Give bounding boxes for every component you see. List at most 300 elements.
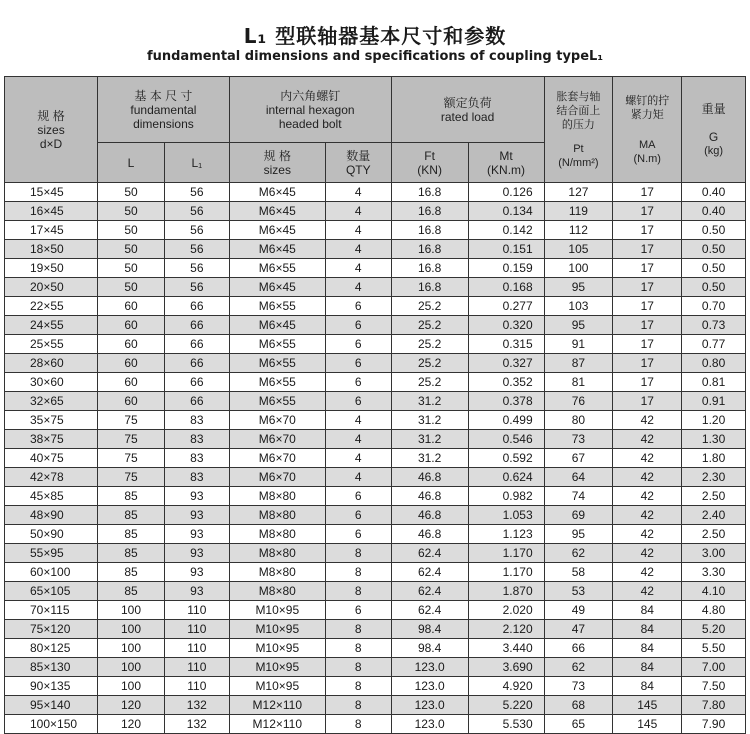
cell-weight: 7.90 [682,715,746,734]
cell-ma: 17 [613,373,682,392]
cell-size: 50×90 [5,525,98,544]
cell-size: 60×100 [5,563,98,582]
cell-qty: 8 [325,677,391,696]
cell-l1: 132 [164,715,229,734]
header-size [5,77,98,183]
cell-ma: 42 [613,468,682,487]
cell-weight: 0.70 [682,297,746,316]
header-rated-load [391,77,544,143]
cell-bolt-size: M8×80 [229,525,325,544]
header-bolt-en1: internal hexagon [265,102,355,117]
cell-bolt-size: M6×55 [229,373,325,392]
cell-ma: 84 [613,639,682,658]
header-basic-dimensions [98,77,230,143]
cell-pt: 74 [544,487,613,506]
cell-bolt-size: M6×55 [229,335,325,354]
table-row [5,582,746,601]
cell-bolt-size: M6×45 [229,240,325,259]
cell-bolt-size: M6×45 [229,278,325,297]
table-row [5,411,746,430]
cell-l: 75 [98,449,165,468]
cell-bolt-size: M6×45 [229,221,325,240]
cell-weight: 2.50 [682,525,746,544]
cell-ma: 42 [613,525,682,544]
cell-l1: 93 [164,525,229,544]
cell-qty: 4 [325,468,391,487]
cell-mt: 0.624 [468,468,544,487]
page-subtitle: fundamental dimensions and specifications of coupling typeL₁ [146,49,604,64]
cell-mt: 0.315 [468,335,544,354]
cell-l: 85 [98,487,165,506]
cell-ma: 17 [613,297,682,316]
table-row [5,506,746,525]
cell-size: 70×115 [5,601,98,620]
cell-ft: 31.2 [391,392,468,411]
cell-pt: 64 [544,468,613,487]
cell-l1: 56 [164,278,229,297]
cell-bolt-size: M6×45 [229,316,325,335]
cell-ma: 84 [613,620,682,639]
cell-mt: 3.440 [468,639,544,658]
cell-l: 85 [98,506,165,525]
cell-weight: 7.50 [682,677,746,696]
table-row [5,297,746,316]
cell-l: 50 [98,183,165,202]
cell-l1: 132 [164,696,229,715]
cell-bolt-size: M6×70 [229,411,325,430]
cell-l: 50 [98,202,165,221]
cell-size: 55×95 [5,544,98,563]
cell-weight: 0.50 [682,278,746,297]
cell-qty: 6 [325,601,391,620]
cell-ma: 84 [613,677,682,696]
coupling-spec-table [4,76,746,734]
header-size-en: sizes [37,122,65,137]
cell-qty: 6 [325,373,391,392]
header-basic-cn: 基 本 尺 寸 [134,88,193,103]
table-body [5,183,746,734]
cell-weight: 4.80 [682,601,746,620]
cell-ft: 123.0 [391,696,468,715]
cell-qty: 4 [325,183,391,202]
cell-pt: 73 [544,677,613,696]
cell-mt: 1.123 [468,525,544,544]
header-weight-unit: (kg) [704,144,724,157]
cell-qty: 4 [325,259,391,278]
cell-qty: 6 [325,487,391,506]
header-size-dxd: d×D [39,136,63,151]
cell-weight: 0.81 [682,373,746,392]
cell-l1: 83 [164,468,229,487]
table-row [5,696,746,715]
cell-size: 38×75 [5,430,98,449]
cell-pt: 62 [544,658,613,677]
table-row [5,183,746,202]
cell-ft: 25.2 [391,297,468,316]
cell-bolt-size: M10×95 [229,677,325,696]
cell-mt: 2.020 [468,601,544,620]
header-mt [468,143,544,183]
cell-l1: 66 [164,335,229,354]
cell-ma: 42 [613,411,682,430]
cell-qty: 8 [325,715,391,734]
cell-ft: 46.8 [391,468,468,487]
cell-qty: 8 [325,639,391,658]
cell-qty: 8 [325,620,391,639]
cell-ft: 62.4 [391,601,468,620]
header-pt-cn1: 胀套与轴 [556,90,601,103]
cell-bolt-size: M12×110 [229,696,325,715]
cell-l: 60 [98,392,165,411]
cell-pt: 87 [544,354,613,373]
cell-bolt-size: M8×80 [229,563,325,582]
cell-pt: 112 [544,221,613,240]
cell-mt: 3.690 [468,658,544,677]
cell-size: 28×60 [5,354,98,373]
cell-size: 90×135 [5,677,98,696]
header-bolt-cn: 内六角螺钉 [280,88,341,103]
cell-l1: 110 [164,677,229,696]
cell-ma: 17 [613,259,682,278]
cell-pt: 105 [544,240,613,259]
table-row [5,354,746,373]
cell-ft: 16.8 [391,183,468,202]
table-row [5,658,746,677]
cell-weight: 5.50 [682,639,746,658]
table-row [5,715,746,734]
cell-l1: 93 [164,506,229,525]
cell-mt: 0.378 [468,392,544,411]
table-row [5,392,746,411]
cell-mt: 0.134 [468,202,544,221]
cell-ma: 17 [613,354,682,373]
cell-l1: 93 [164,563,229,582]
cell-pt: 80 [544,411,613,430]
cell-weight: 0.50 [682,259,746,278]
cell-ft: 25.2 [391,335,468,354]
cell-pt: 68 [544,696,613,715]
header-size-cn: 规 格 [37,108,65,123]
cell-l: 75 [98,468,165,487]
cell-l1: 56 [164,202,229,221]
cell-l: 60 [98,316,165,335]
cell-l1: 66 [164,297,229,316]
cell-ma: 42 [613,563,682,582]
header-ma: MA [638,138,656,151]
cell-pt: 67 [544,449,613,468]
cell-ft: 16.8 [391,221,468,240]
header-qty-en: QTY [345,162,371,177]
cell-weight: 7.00 [682,658,746,677]
cell-pt: 119 [544,202,613,221]
cell-pt: 49 [544,601,613,620]
cell-l1: 56 [164,240,229,259]
cell-size: 25×55 [5,335,98,354]
cell-size: 32×65 [5,392,98,411]
header-pt: Pt [573,142,584,155]
cell-size: 65×105 [5,582,98,601]
table-row [5,468,746,487]
cell-size: 80×125 [5,639,98,658]
cell-weight: 0.77 [682,335,746,354]
cell-ma: 17 [613,221,682,240]
header-bolt-size-en: sizes [263,162,291,177]
cell-ft: 31.2 [391,411,468,430]
cell-l: 100 [98,677,165,696]
cell-mt: 0.277 [468,297,544,316]
header-bolt-size [229,143,325,183]
cell-ft: 25.2 [391,354,468,373]
header-ma-unit: (N.m) [633,152,661,165]
cell-l: 60 [98,373,165,392]
header-pt-cn3: 的压力 [561,118,595,131]
cell-mt: 4.920 [468,677,544,696]
cell-weight: 1.80 [682,449,746,468]
cell-qty: 4 [325,430,391,449]
cell-ma: 145 [613,715,682,734]
table-row [5,601,746,620]
cell-mt: 1.170 [468,563,544,582]
table-row [5,202,746,221]
cell-ma: 17 [613,240,682,259]
cell-l1: 56 [164,259,229,278]
cell-mt: 0.499 [468,411,544,430]
cell-size: 45×85 [5,487,98,506]
cell-pt: 53 [544,582,613,601]
cell-qty: 4 [325,278,391,297]
cell-size: 85×130 [5,658,98,677]
cell-bolt-size: M10×95 [229,639,325,658]
table-row [5,240,746,259]
table-row [5,563,746,582]
cell-ft: 62.4 [391,544,468,563]
header-l1: L₁ [164,143,229,183]
cell-pt: 47 [544,620,613,639]
cell-l: 100 [98,620,165,639]
table-row [5,221,746,240]
cell-bolt-size: M6×70 [229,430,325,449]
table-row [5,316,746,335]
cell-l1: 83 [164,430,229,449]
cell-mt: 5.530 [468,715,544,734]
cell-ma: 17 [613,278,682,297]
table-row [5,373,746,392]
header-l: L [98,143,165,183]
header-basic-en1: fundamental [130,102,197,117]
cell-weight: 2.30 [682,468,746,487]
header-mt-unit: (KN.m) [487,162,526,177]
header-load-cn: 额定负荷 [443,95,492,110]
table-row [5,544,746,563]
cell-l: 100 [98,658,165,677]
cell-l: 100 [98,601,165,620]
cell-weight: 0.40 [682,202,746,221]
cell-pt: 95 [544,316,613,335]
cell-ma: 17 [613,335,682,354]
cell-size: 15×45 [5,183,98,202]
cell-pt: 76 [544,392,613,411]
cell-bolt-size: M10×95 [229,620,325,639]
cell-size: 16×45 [5,202,98,221]
cell-weight: 3.00 [682,544,746,563]
cell-qty: 4 [325,411,391,430]
cell-bolt-size: M6×70 [229,468,325,487]
cell-mt: 1.870 [468,582,544,601]
cell-mt: 1.053 [468,506,544,525]
cell-pt: 62 [544,544,613,563]
cell-l: 50 [98,240,165,259]
cell-l: 85 [98,563,165,582]
cell-l1: 93 [164,544,229,563]
header-ft-label: Ft [424,148,435,163]
table-row [5,430,746,449]
cell-ft: 46.8 [391,506,468,525]
cell-ft: 25.2 [391,373,468,392]
cell-l: 50 [98,221,165,240]
cell-l: 120 [98,696,165,715]
cell-qty: 6 [325,354,391,373]
cell-mt: 5.220 [468,696,544,715]
header-pt-unit: (N/mm²) [558,156,599,169]
cell-ft: 16.8 [391,259,468,278]
cell-l1: 83 [164,449,229,468]
cell-size: 18×50 [5,240,98,259]
cell-l1: 110 [164,620,229,639]
cell-l: 60 [98,354,165,373]
cell-weight: 5.20 [682,620,746,639]
cell-l1: 56 [164,221,229,240]
cell-qty: 8 [325,563,391,582]
cell-weight: 7.80 [682,696,746,715]
cell-pt: 58 [544,563,613,582]
cell-bolt-size: M6×45 [229,183,325,202]
cell-l: 75 [98,430,165,449]
cell-weight: 0.50 [682,221,746,240]
header-ma-cn2: 紧力矩 [630,108,664,121]
cell-l: 100 [98,639,165,658]
header-torque [613,77,682,183]
cell-l: 50 [98,259,165,278]
cell-mt: 0.327 [468,354,544,373]
cell-ft: 46.8 [391,487,468,506]
cell-l1: 93 [164,582,229,601]
header-weight-g: G [708,129,719,144]
cell-pt: 91 [544,335,613,354]
cell-mt: 1.170 [468,544,544,563]
cell-mt: 0.126 [468,183,544,202]
cell-mt: 0.151 [468,240,544,259]
cell-qty: 8 [325,696,391,715]
cell-pt: 95 [544,525,613,544]
cell-weight: 0.50 [682,240,746,259]
cell-l1: 83 [164,411,229,430]
table-row [5,639,746,658]
cell-qty: 6 [325,392,391,411]
cell-pt: 127 [544,183,613,202]
cell-pt: 65 [544,715,613,734]
cell-ft: 31.2 [391,430,468,449]
cell-ft: 123.0 [391,658,468,677]
cell-mt: 0.352 [468,373,544,392]
cell-ma: 84 [613,601,682,620]
cell-l: 60 [98,335,165,354]
cell-qty: 4 [325,449,391,468]
cell-weight: 0.91 [682,392,746,411]
cell-ft: 62.4 [391,582,468,601]
cell-pt: 103 [544,297,613,316]
cell-ma: 42 [613,582,682,601]
header-bolt-en2: headed bolt [278,116,342,131]
cell-ma: 42 [613,487,682,506]
header-ft [391,143,468,183]
cell-bolt-size: M8×80 [229,487,325,506]
cell-bolt-size: M6×55 [229,392,325,411]
cell-qty: 8 [325,544,391,563]
cell-weight: 0.40 [682,183,746,202]
table-row [5,487,746,506]
cell-l: 50 [98,278,165,297]
cell-pt: 66 [544,639,613,658]
table-row [5,259,746,278]
cell-ma: 42 [613,506,682,525]
cell-qty: 6 [325,335,391,354]
cell-ft: 62.4 [391,563,468,582]
cell-qty: 6 [325,525,391,544]
cell-size: 35×75 [5,411,98,430]
cell-l: 120 [98,715,165,734]
cell-weight: 2.40 [682,506,746,525]
cell-weight: 3.30 [682,563,746,582]
cell-mt: 0.546 [468,430,544,449]
header-pt-cn2: 结合面上 [556,104,601,117]
cell-size: 100×150 [5,715,98,734]
cell-bolt-size: M6×55 [229,297,325,316]
cell-l1: 66 [164,373,229,392]
cell-qty: 8 [325,582,391,601]
cell-ft: 16.8 [391,202,468,221]
cell-mt: 0.168 [468,278,544,297]
cell-bolt-size: M6×55 [229,354,325,373]
table-row [5,525,746,544]
cell-size: 42×78 [5,468,98,487]
cell-size: 20×50 [5,278,98,297]
cell-pt: 73 [544,430,613,449]
cell-ft: 123.0 [391,715,468,734]
cell-weight: 4.10 [682,582,746,601]
cell-l: 60 [98,297,165,316]
cell-weight: 2.50 [682,487,746,506]
cell-ma: 17 [613,202,682,221]
cell-size: 22×55 [5,297,98,316]
cell-bolt-size: M6×70 [229,449,325,468]
header-pressure [544,77,613,183]
cell-l1: 110 [164,601,229,620]
cell-l1: 56 [164,183,229,202]
cell-mt: 0.982 [468,487,544,506]
cell-bolt-size: M6×45 [229,202,325,221]
cell-l1: 110 [164,639,229,658]
page-title: L₁ 型联轴器基本尺寸和参数 [243,24,507,48]
cell-size: 19×50 [5,259,98,278]
cell-pt: 100 [544,259,613,278]
cell-size: 75×120 [5,620,98,639]
cell-ma: 42 [613,430,682,449]
cell-ft: 98.4 [391,620,468,639]
cell-bolt-size: M12×110 [229,715,325,734]
cell-ma: 17 [613,392,682,411]
cell-ma: 42 [613,449,682,468]
cell-size: 30×60 [5,373,98,392]
